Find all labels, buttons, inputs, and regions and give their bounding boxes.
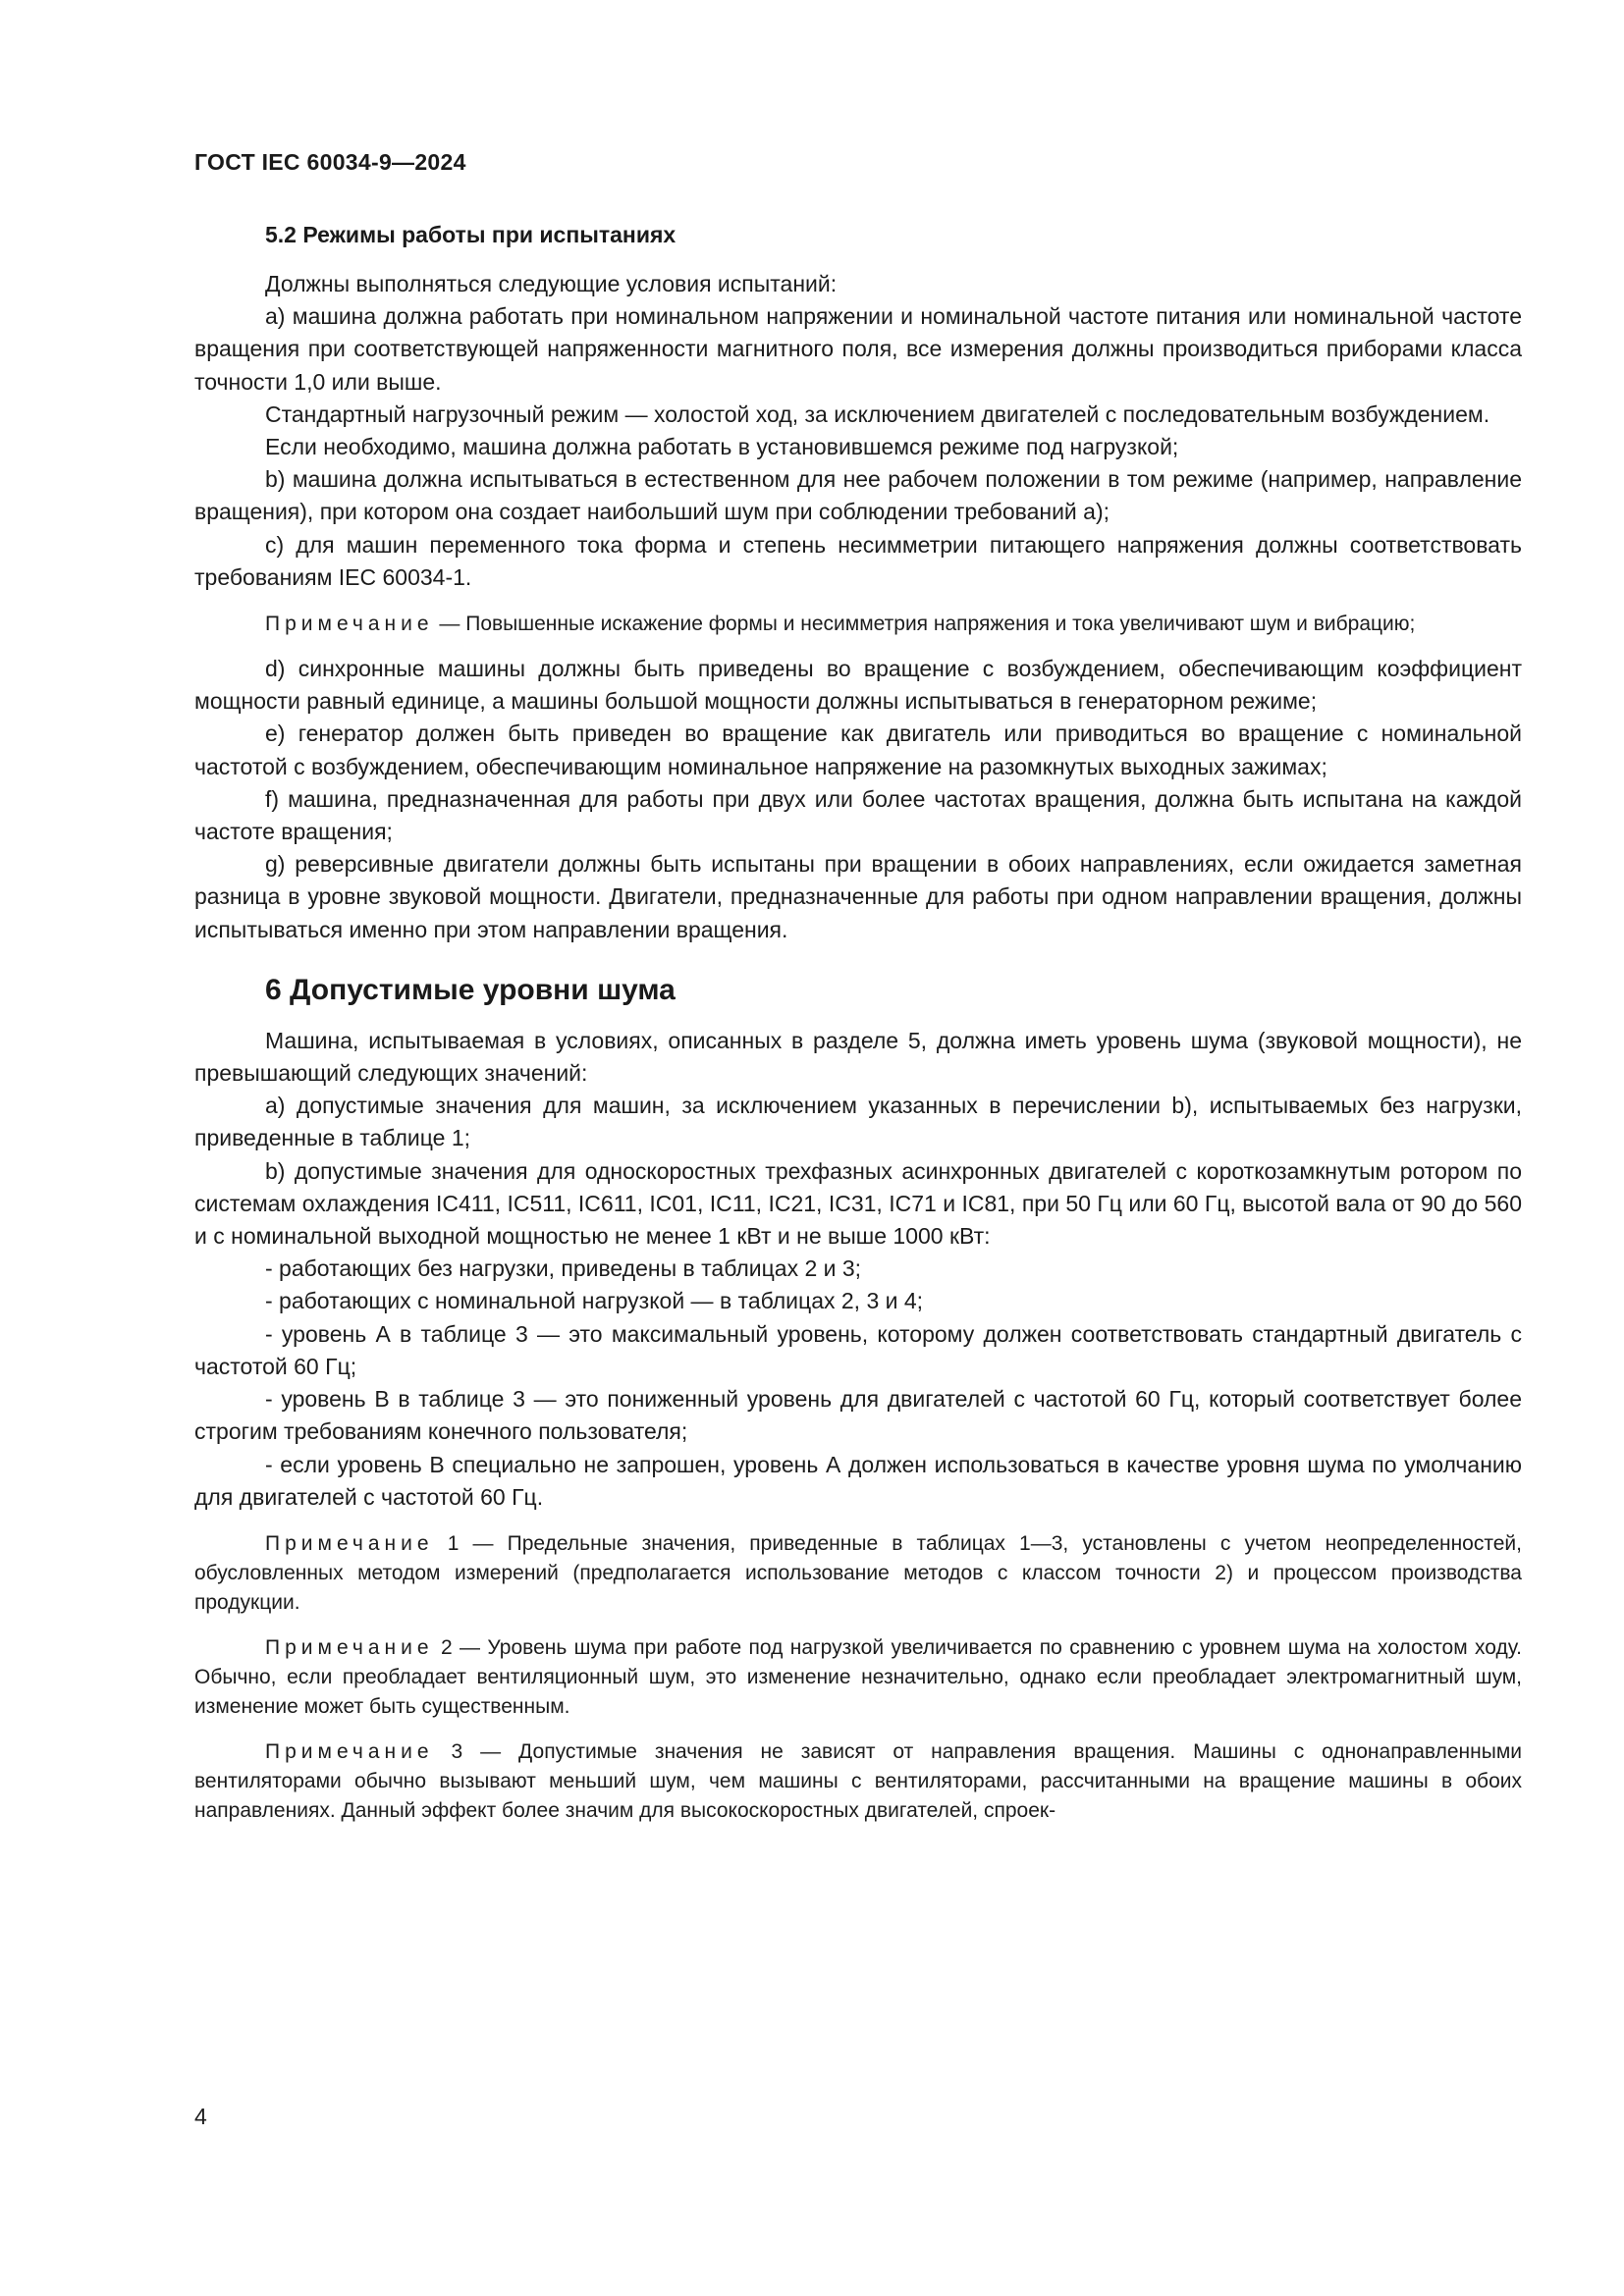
list-item: - уровень В в таблице 3 — это пониженный уровень для двигателей с частотой 60 Гц, который соответствует более строгим требованиям конечного пользователя;: [194, 1386, 1522, 1445]
note-label: Примечание: [265, 613, 434, 636]
paragraph: Машина, испытываемая в условиях, описанных в разделе 5, должна иметь уровень шума (звуковой мощности), не превышающий следующих значений:: [194, 1027, 1522, 1087]
page-number: 4: [194, 2104, 207, 2129]
note-3: [194, 1737, 1522, 1826]
list-item: - работающих с номинальной нагрузкой — в таблицах 2, 3 и 4;: [265, 1288, 924, 1314]
note-label: Примечание: [265, 1739, 434, 1763]
paragraph: a) допустимые значения для машин, за исключением указанных в перечислении b), испытываемых без нагрузки, приведенные в таблице 1;: [194, 1093, 1522, 1151]
document-header: ГОСТ IEC 60034-9—2024: [194, 149, 466, 175]
paragraph: f) машина, предназначенная для работы при двух или более частотах вращения, должна быть испытана на каждой частоте вращения;: [194, 785, 1522, 845]
paragraph: e) генератор должен быть приведен во вращение как двигатель или приводиться во вращение с номинальной частотой с возбуждением, обеспечивающим номинальное напряжение на разомкнутых выходных зажимах;: [194, 721, 1522, 779]
list-item: - если уровень В специально не запрошен, уровень А должен использоваться в качестве уровня шума по умолчанию для двигателей с частотой 60 Гц.: [194, 1451, 1522, 1510]
note-label: Примечание: [265, 1531, 434, 1555]
section-title-6: 6 Допустимые уровни шума: [265, 973, 676, 1006]
note-text: 2 — Уровень шума при работе под нагрузкой увеличивается по сравнению с уровнем шума на холостом ходу. Обычно, если преобладает вентиляционный шум, это изменение незначительно, однако если преобладает электромагнитный шум, изменение может быть существенным.: [194, 1635, 1522, 1718]
page-content: [194, 222, 1522, 1840]
paragraph: Если необходимо, машина должна работать в установившемся режиме под нагрузкой;: [265, 434, 1179, 460]
subsection-title-5-2: 5.2 Режимы работы при испытаниях: [265, 222, 677, 247]
note-text: — Повышенные искажение формы и несимметрия напряжения и тока увеличивают шум и вибрацию;: [433, 613, 1416, 636]
paragraph: Должны выполняться следующие условия испытаний:: [265, 271, 838, 296]
paragraph: d) синхронные машины должны быть приведены во вращение с возбуждением, обеспечивающим коэффициент мощности равный единице, а машины большой мощности должны испытываться в генераторном режиме;: [194, 656, 1522, 715]
paragraph: b) допустимые значения для односкоростных трехфазных асинхронных двигателей с короткозамкнутым ротором по системам охлаждения IC411, IC511, IC611, IC01, IC11, IC21, IC31, IC71 и IC81, при 50 Гц или 60 Гц, высотой вала от 90 до 560 и с номинальной выходной мощностью не менее 1 кВт и не выше 1000 кВт:: [194, 1157, 1522, 1250]
note: [194, 610, 1522, 639]
paragraph: Стандартный нагрузочный режим — холостой ход, за исключением двигателей с последовательным возбуждением.: [265, 400, 1490, 427]
paragraph: c) для машин переменного тока форма и степень несимметрии питающего напряжения должны соответствовать требованиям IEC 60034-1.: [194, 531, 1522, 590]
note-label: Примечание: [265, 1635, 434, 1659]
note-text: 1 — Предельные значения, приведенные в таблицах 1—3, установлены с учетом неопределенностей, обусловленных методом измерений (предполагается использование методов с классом точности 2) и процессом производства продукции.: [194, 1531, 1522, 1614]
paragraph: b) машина должна испытываться в естественном для нее рабочем положении в том режиме (например, направление вращения), при котором она создает наибольший шум при соблюдении требований а);: [194, 466, 1522, 525]
list-item: - уровень А в таблице 3 — это максимальный уровень, которому должен соответствовать стандартный двигатель с частотой 60 Гц;: [194, 1320, 1522, 1379]
paragraph: g) реверсивные двигатели должны быть испытаны при вращении в обоих направлениях, если ожидается заметная разница в уровне звуковой мощности. Двигатели, предназначенные для работы при одном направлении вращения, должны испытываться именно при этом направлении вращения.: [194, 851, 1522, 942]
list-item: - работающих без нагрузки, приведены в таблицах 2 и 3;: [265, 1255, 862, 1282]
paragraph: a) машина должна работать при номинальном напряжении и номинальной частоте питания или номинальной частоте вращения при соответствующей напряженности магнитного поля, все измерения должны производиться приборами класса точности 1,0 или выше.: [194, 303, 1522, 395]
note-text: 3 — Допустимые значения не зависят от направления вращения. Машины с однонаправленными вентиляторами обычно вызывают меньший шум, чем машины с вентиляторами, рассчитанными на вращение машины в обоих направлениях. Данный эффект более значим для высокоскоростных двигателей, спроек-: [194, 1739, 1522, 1822]
note-1: [194, 1529, 1522, 1618]
note-2: [194, 1633, 1522, 1722]
